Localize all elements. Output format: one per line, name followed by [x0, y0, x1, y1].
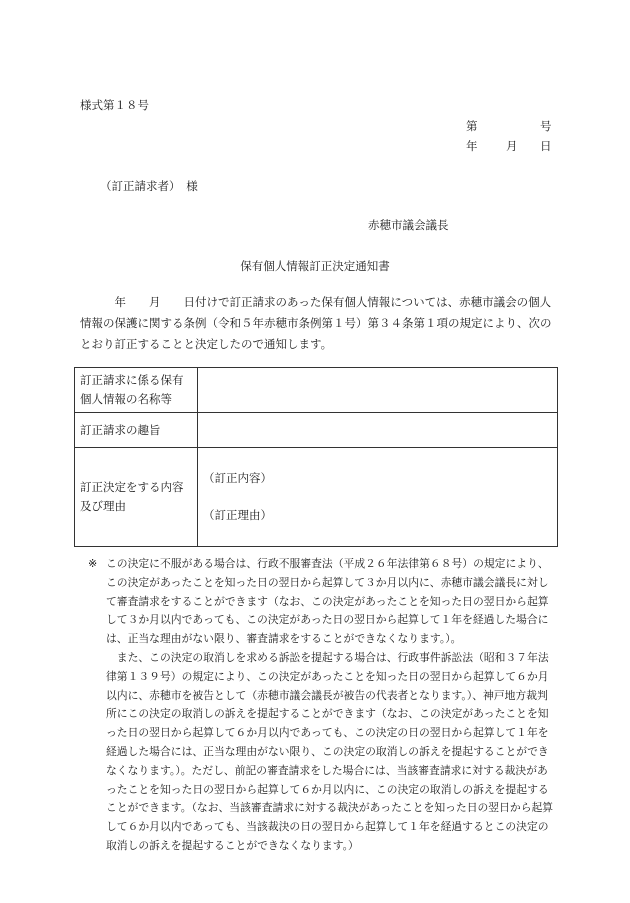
notes: [88, 555, 556, 856]
issuer: 赤穂市議会議長: [368, 218, 449, 232]
table-row: [75, 448, 558, 547]
row-label-info-name: 訂正請求に係る保有個人情報の名称等: [75, 368, 198, 413]
date-month-label: 月: [506, 139, 518, 153]
body-text: 年 月 日付けで訂正請求のあった保有個人情報については、赤穂市議会の個人情報の保護に関する条例（令和５年赤穂市条例第１号）第３４条第１項の規定により、次のとおり訂正することと決定したので通知します。: [80, 295, 552, 351]
date-year-label: 年: [466, 139, 478, 153]
date-day-label: 日: [540, 139, 552, 153]
row-value-decision-reason: [198, 448, 558, 547]
document-number-label: 第: [466, 119, 478, 133]
row-label-request-purpose: 訂正請求の趣旨: [75, 413, 198, 448]
document-number-suffix: 号: [540, 119, 552, 133]
note-mark: ※: [88, 557, 98, 570]
decision-table: [74, 367, 558, 547]
row-label-decision-reason: 訂正決定をする内容及び理由: [75, 448, 198, 547]
form-number: 様式第１８号: [80, 98, 149, 112]
table-row: [75, 413, 558, 448]
correction-content-label: （訂正内容）: [203, 471, 272, 485]
note-paragraph-lawsuit: また、この決定の取消しを求める訴訟を提起する場合は、行政事件訴訟法（昭和３７年法律第１３９号）の規定により、この決定があったことを知った日の翌日から起算して６か月以内に、赤穂市を被告として（赤穂市議会議長が被告の代表者となります。）、神戸地方裁判所にこの決定の取消しの訴えを提起することができます（なお、この決定があったことを知った日の翌日から起算して６か月以内であっても、この決定の日の翌日から起算して１年を経過した場合には、正当な理由がない限り、この決定の取消しの訴えを提起することができなくなります。）。ただし、前記の審査請求をした場合には、当該審査請求に対する裁決があったことを知った日の翌日から起算して６か月以内に、この決定の取消しの訴えを提起することができます。（なお、当該審査請求に対する裁決があったことを知った日の翌日から起算して６か月以内であっても、当該裁決の日の翌日から起算して１年を経過するとこの決定の取消しの訴えを提起することができなくなります。）: [106, 650, 554, 852]
correction-reason-label: （訂正理由）: [203, 508, 272, 522]
note-paragraph-appeal: この決定に不服がある場合は、行政不服審査法（平成２６年法律第６８号）の規定により、この決定があったことを知った日の翌日から起算して３か月以内に、赤穂市議会議長に対して審査請求をすることができます（なお、この決定があったことを知った日の翌日から起算して３か月以内であっても、この決定があった日の翌日から起算して１年を経過した場合には、正当な理由がない限り、審査請求をすることができなくなります。）。: [106, 557, 549, 646]
document-title: 保有個人情報訂正決定通知書: [240, 259, 390, 273]
row-value-info-name: [198, 368, 558, 413]
table-row: [75, 368, 558, 413]
row-value-request-purpose: [198, 413, 558, 448]
addressee: （訂正請求者） 様: [100, 179, 198, 193]
